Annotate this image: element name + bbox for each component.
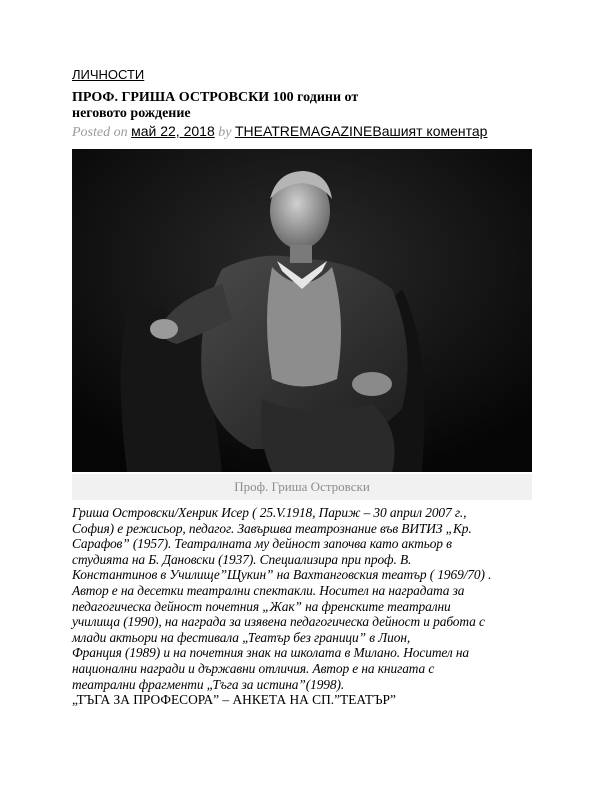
survey-heading: „ТЪГА ЗА ПРОФЕСОРА” – АНКЕТА НА СП.”ТЕАТЪР” [72,692,396,707]
portrait-image [72,149,532,472]
body-line: Гриша Островски/Хенрик Исер ( 25.V.1918, Париж – 30 април 2007 г., [72,505,467,520]
post-meta [72,123,487,141]
body-line: Автор е на десетки театрални спектакли. Носител на наградата за [72,582,465,598]
by-label: by [218,125,232,140]
body-line: национални награди и държавни отличия. Автор е на книгата с [72,660,435,676]
body-line: педагогическа дейност почетния „Жак” на френските театрални [72,598,451,614]
body-line: студията на Б. Дановски (1937). Специализира при проф. В. [72,551,412,567]
photo-caption: Проф. Гриша Островски [72,474,532,500]
comment-link[interactable]: Вашият коментар [372,123,488,139]
portrait-photo [72,149,532,472]
title-line: неговото рождение [72,106,191,121]
author-link[interactable]: THEATREMAGAZINE [234,123,373,139]
title-line: ПРОФ. ГРИША ОСТРОВСКИ 100 години от [72,90,359,105]
body-line: театрални фрагменти „Тъга за истина”(1998). [72,676,345,692]
article-title [72,90,492,122]
body-line: Сарафов” (1957). Театралната му дейност започва като актьор в [72,536,452,552]
body-line: училища (1990), на награда за изявена педагогическа дейност и работа с [72,614,485,630]
body-line: Константинов в Училище”Щукин” на Вахтанговския театър ( 1969/70) . [72,567,492,583]
article-body [72,505,534,692]
category-link[interactable]: ЛИЧНОСТИ [72,67,145,82]
body-line: Франция (1989) и на почетния знак на школата в Милано. Носител на [72,645,470,661]
post-date-link[interactable]: май 22, 2018 [131,123,215,139]
body-line: София) е режисьор, педагог. Завършва театрознание във ВИТИЗ „Кр. [72,520,472,536]
body-line: млади актьори на фестивала „Театър без граници” в Лион, [72,629,411,645]
posted-on-label: Posted on [72,125,128,140]
